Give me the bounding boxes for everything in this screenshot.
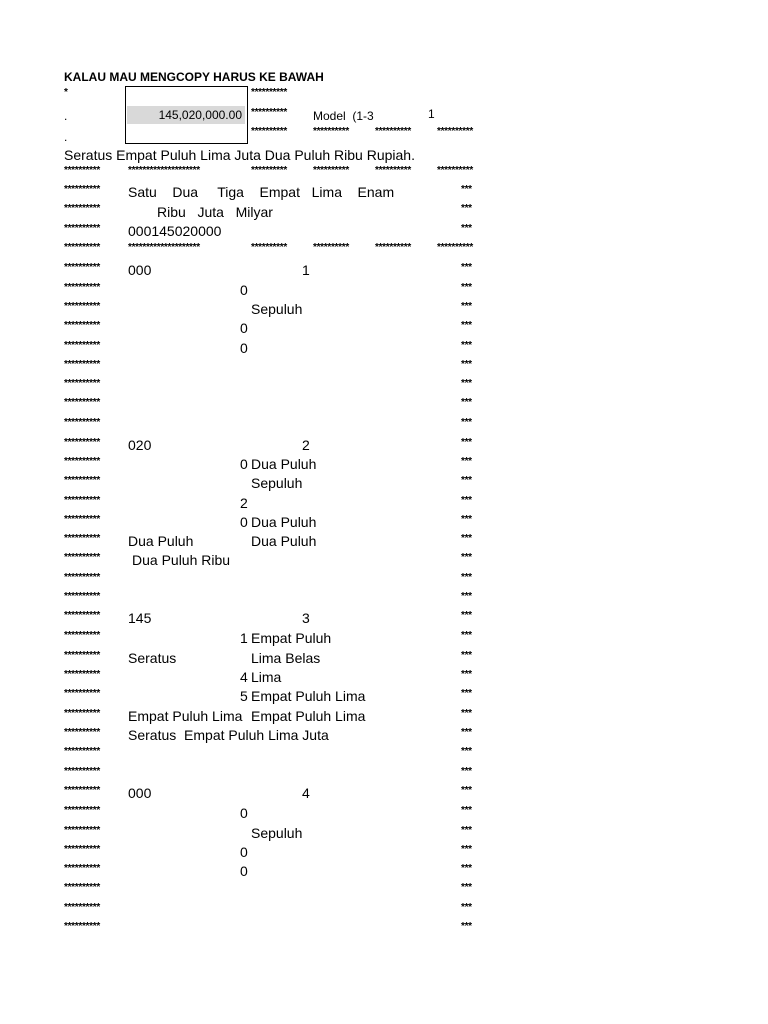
- row-stars-left-scale: **********: [64, 203, 100, 214]
- b2-result: Dua Puluh Ribu: [132, 552, 231, 568]
- row-stars-left-24: **********: [64, 727, 100, 738]
- stars-line-b6: **********: [437, 165, 473, 176]
- units-row: Satu Dua Tiga Empat Lima Enam: [128, 184, 395, 200]
- b3-belas: Lima Belas: [251, 650, 321, 666]
- digits-row: 000145020000: [128, 223, 222, 239]
- amount-cell[interactable]: 145,020,000.00: [127, 106, 245, 124]
- group-2: 020: [128, 437, 152, 453]
- b3-d0: 1: [240, 630, 248, 646]
- row-stars-left-27: **********: [64, 785, 100, 796]
- row-stars-left-18: **********: [64, 610, 100, 621]
- row-stars-right-10: ***: [461, 456, 472, 467]
- row-stars-right-7: ***: [461, 397, 472, 408]
- stars-line-b3: **********: [251, 165, 287, 176]
- row-stars-right-12: ***: [461, 495, 472, 506]
- b2-d2: 0: [240, 514, 248, 530]
- row-stars-right-digits: ***: [461, 223, 472, 234]
- stars-line-c3: **********: [251, 242, 287, 253]
- row-stars-left-22: **********: [64, 688, 100, 699]
- row-stars-left-32: **********: [64, 882, 100, 893]
- stars-line-a2: **********: [313, 126, 349, 137]
- star-marker: *: [64, 87, 68, 98]
- row-stars-left-17: **********: [64, 591, 100, 602]
- row-stars-right-6: ***: [461, 378, 472, 389]
- row-stars-right-22: ***: [461, 688, 472, 699]
- stars-line-b5: **********: [375, 165, 411, 176]
- b4-sepuluh: Sepuluh: [251, 825, 303, 841]
- row-stars-left-26: **********: [64, 766, 100, 777]
- row-stars-left-31: **********: [64, 863, 100, 874]
- terbilang-text: Seratus Empat Puluh Lima Juta Dua Puluh Ribu Rupiah.: [64, 147, 415, 163]
- row-stars-left-7: **********: [64, 397, 100, 408]
- row-stars-left-5: **********: [64, 359, 100, 370]
- row-stars-left-34: **********: [64, 921, 100, 932]
- row-stars-left-19: **********: [64, 630, 100, 641]
- row-stars-left-2: **********: [64, 301, 100, 312]
- row-stars-left-21: **********: [64, 669, 100, 680]
- row-stars-right-8: ***: [461, 417, 472, 428]
- row-stars-right-19: ***: [461, 630, 472, 641]
- row-stars-right-29: ***: [461, 825, 472, 836]
- row-stars-right-26: ***: [461, 766, 472, 777]
- row-stars-left-9: **********: [64, 437, 100, 448]
- row-stars-right-scale: ***: [461, 203, 472, 214]
- row-stars-model: **********: [251, 107, 287, 118]
- row-stars-left-1: **********: [64, 282, 100, 293]
- b3-left2: Empat Puluh Lima: [128, 708, 243, 724]
- row-stars-left-6: **********: [64, 378, 100, 389]
- row-stars-right-11: ***: [461, 475, 472, 486]
- b2-d1: 2: [240, 495, 248, 511]
- stars-line-c2: ********************: [128, 242, 200, 253]
- row-stars-right-20: ***: [461, 650, 472, 661]
- row-stars-right-units: ***: [461, 184, 472, 195]
- stars-line-b2: ********************: [128, 165, 200, 176]
- row-stars-left-20: **********: [64, 650, 100, 661]
- row-stars-left-3: **********: [64, 320, 100, 331]
- row-stars-right-28: ***: [461, 805, 472, 816]
- b2-mid: Dua Puluh: [251, 533, 317, 549]
- stars-line-b1: **********: [64, 165, 100, 176]
- b3-d1-text: Lima: [251, 669, 282, 685]
- b1-d1: 0: [240, 320, 248, 336]
- index-2: 2: [302, 437, 310, 453]
- title-text: KALAU MAU MENGCOPY HARUS KE BAWAH: [64, 70, 324, 84]
- row-stars-left-13: **********: [64, 514, 100, 525]
- stars-line-c1: **********: [64, 242, 100, 253]
- stars-line-a3: **********: [375, 126, 411, 137]
- b2-left: Dua Puluh: [128, 533, 194, 549]
- row-stars-left-8: **********: [64, 417, 100, 428]
- row-stars-right-0: ***: [461, 262, 472, 273]
- b4-d0: 0: [240, 805, 248, 821]
- b3-result: Seratus Empat Puluh Lima Juta: [128, 727, 329, 743]
- row-stars-right-33: ***: [461, 902, 472, 913]
- stars-line-a1: **********: [251, 126, 287, 137]
- stars-line-a4: **********: [437, 126, 473, 137]
- dot-marker-1: .: [64, 109, 68, 123]
- group-1: 000: [128, 262, 152, 278]
- row-stars-right-13: ***: [461, 514, 472, 525]
- stars-line-b4: **********: [313, 165, 349, 176]
- b3-d1: 4: [240, 669, 248, 685]
- row-stars-left-0: **********: [64, 262, 100, 273]
- index-4: 4: [302, 785, 310, 801]
- row-stars-right-3: ***: [461, 320, 472, 331]
- row-stars-right-23: ***: [461, 708, 472, 719]
- row-stars-right-31: ***: [461, 863, 472, 874]
- row-stars-left-12: **********: [64, 495, 100, 506]
- row-stars-right-14: ***: [461, 533, 472, 544]
- stars-line-c4: **********: [313, 242, 349, 253]
- row-stars-right-21: ***: [461, 669, 472, 680]
- scale-row: Ribu Juta Milyar: [157, 204, 273, 220]
- b1-sepuluh: Sepuluh: [251, 301, 303, 317]
- row-stars-right-16: ***: [461, 572, 472, 583]
- row-stars-right-32: ***: [461, 882, 472, 893]
- b3-d2-text: Empat Puluh Lima: [251, 688, 366, 704]
- row-stars-left-10: **********: [64, 456, 100, 467]
- row-stars-left-16: **********: [64, 572, 100, 583]
- dot-marker-2: .: [64, 130, 68, 144]
- row-stars-right-5: ***: [461, 359, 472, 370]
- row-stars-left-30: **********: [64, 844, 100, 855]
- b2-sepuluh: Sepuluh: [251, 475, 303, 491]
- index-3: 3: [302, 610, 310, 626]
- b4-d2: 0: [240, 863, 248, 879]
- b3-mid2: Empat Puluh Lima: [251, 708, 366, 724]
- b3-d2: 5: [240, 688, 248, 704]
- row-stars-right-1: ***: [461, 282, 472, 293]
- model-label: Model (1-3: [313, 109, 374, 123]
- b4-d1: 0: [240, 844, 248, 860]
- model-value: 1: [428, 107, 435, 121]
- row-stars-right-24: ***: [461, 727, 472, 738]
- b2-d2-text: Dua Puluh: [251, 514, 317, 530]
- b1-d2: 0: [240, 340, 248, 356]
- row-stars-left-33: **********: [64, 902, 100, 913]
- row-stars-left-digits: **********: [64, 223, 100, 234]
- row-stars-right-9: ***: [461, 437, 472, 448]
- row-stars-right-30: ***: [461, 844, 472, 855]
- row-stars-left-23: **********: [64, 708, 100, 719]
- row-stars-left-11: **********: [64, 475, 100, 486]
- row-stars-top: **********: [251, 87, 287, 98]
- row-stars-left-28: **********: [64, 805, 100, 816]
- row-stars-left-25: **********: [64, 746, 100, 757]
- group-3: 145: [128, 610, 152, 626]
- row-stars-right-17: ***: [461, 591, 472, 602]
- b3-left: Seratus: [128, 650, 177, 666]
- b2-d0: 0: [240, 456, 248, 472]
- stars-line-c5: **********: [375, 242, 411, 253]
- index-1: 1: [302, 262, 310, 278]
- b3-d0-text: Empat Puluh: [251, 630, 332, 646]
- row-stars-right-4: ***: [461, 340, 472, 351]
- group-4: 000: [128, 785, 152, 801]
- row-stars-right-2: ***: [461, 301, 472, 312]
- row-stars-right-18: ***: [461, 610, 472, 621]
- b2-d0-text: Dua Puluh: [251, 456, 317, 472]
- row-stars-right-27: ***: [461, 785, 472, 796]
- b1-d0: 0: [240, 282, 248, 298]
- row-stars-right-34: ***: [461, 921, 472, 932]
- stars-line-c6: **********: [437, 242, 473, 253]
- row-stars-left-14: **********: [64, 533, 100, 544]
- row-stars-left-units: **********: [64, 184, 100, 195]
- row-stars-left-4: **********: [64, 340, 100, 351]
- row-stars-left-29: **********: [64, 825, 100, 836]
- row-stars-right-15: ***: [461, 552, 472, 563]
- row-stars-right-25: ***: [461, 746, 472, 757]
- row-stars-left-15: **********: [64, 552, 100, 563]
